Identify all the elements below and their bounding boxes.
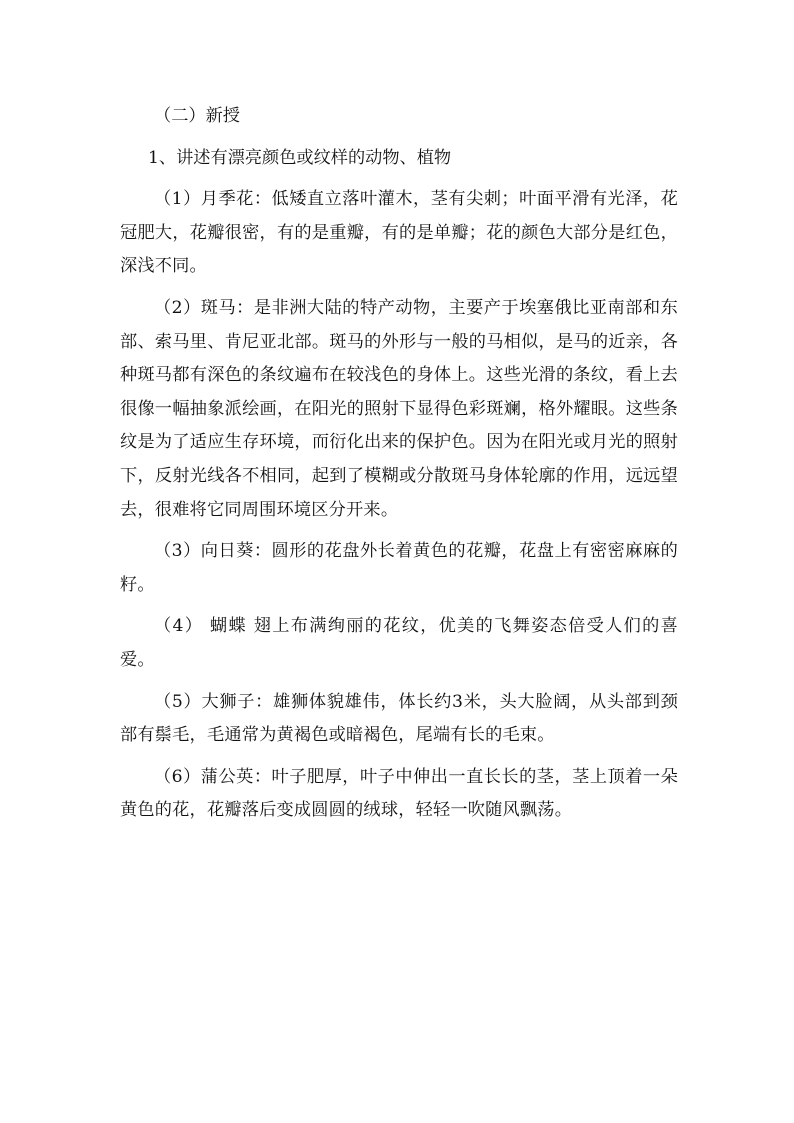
item-rose: （1）月季花：低矮直立落叶灌木，茎有尖刺；叶面平滑有光泽，花冠肥大，花瓣很密，有的是重瓣，有的是单瓣；花的颜色大部分是红色，深浅不同。 (120, 189, 678, 277)
section-subheading: 1、讲述有漂亮颜色或纹样的动物、植物 (148, 147, 452, 168)
item-dandelion: （6）蒲公英：叶子肥厚，叶子中伸出一直长长的茎，茎上顶着一朵黄色的花，花瓣落后变成圆圆的绒球，轻轻一吹随风飘荡。 (120, 766, 678, 821)
item-butterfly: （4） 蝴蝶 翅上布满绚丽的花纹，优美的飞舞姿态倍受人们的喜爱。 (120, 616, 678, 670)
document-body (120, 100, 678, 828)
item-sunflower: （3）向日葵：圆形的花盘外长着黄色的花瓣，花盘上有密密麻麻的籽。 (120, 541, 678, 595)
item-zebra: （2）斑马：是非洲大陆的特产动物，主要产于埃塞俄比亚南部和东部、索马里、肯尼亚北部。斑马的外形与一般的马相似，是马的近亲，各种斑马都有深色的条纹遍布在较浅色的身体上。这些光滑的条纹，看上去很像一幅抽象派绘画，在阳光的照射下显得色彩斑斓，格外耀眼。这些条纹是为了适应生存环境，而衍化出来的保护色。因为在阳光或月光的照射下，反射光线各不相同，起到了模糊或分散斑马身体轮廓的作用，远远望去，很难将它同周围环境区分开来。 (120, 297, 678, 520)
section-heading: （二）新授 (154, 106, 240, 126)
item-lion: （5）大狮子：雄狮体貌雄伟，体长约3米，头大脸阔，从头部到颈部有鬃毛，毛通常为黄褐色或暗褐色，尾端有长的毛束。 (120, 691, 678, 746)
